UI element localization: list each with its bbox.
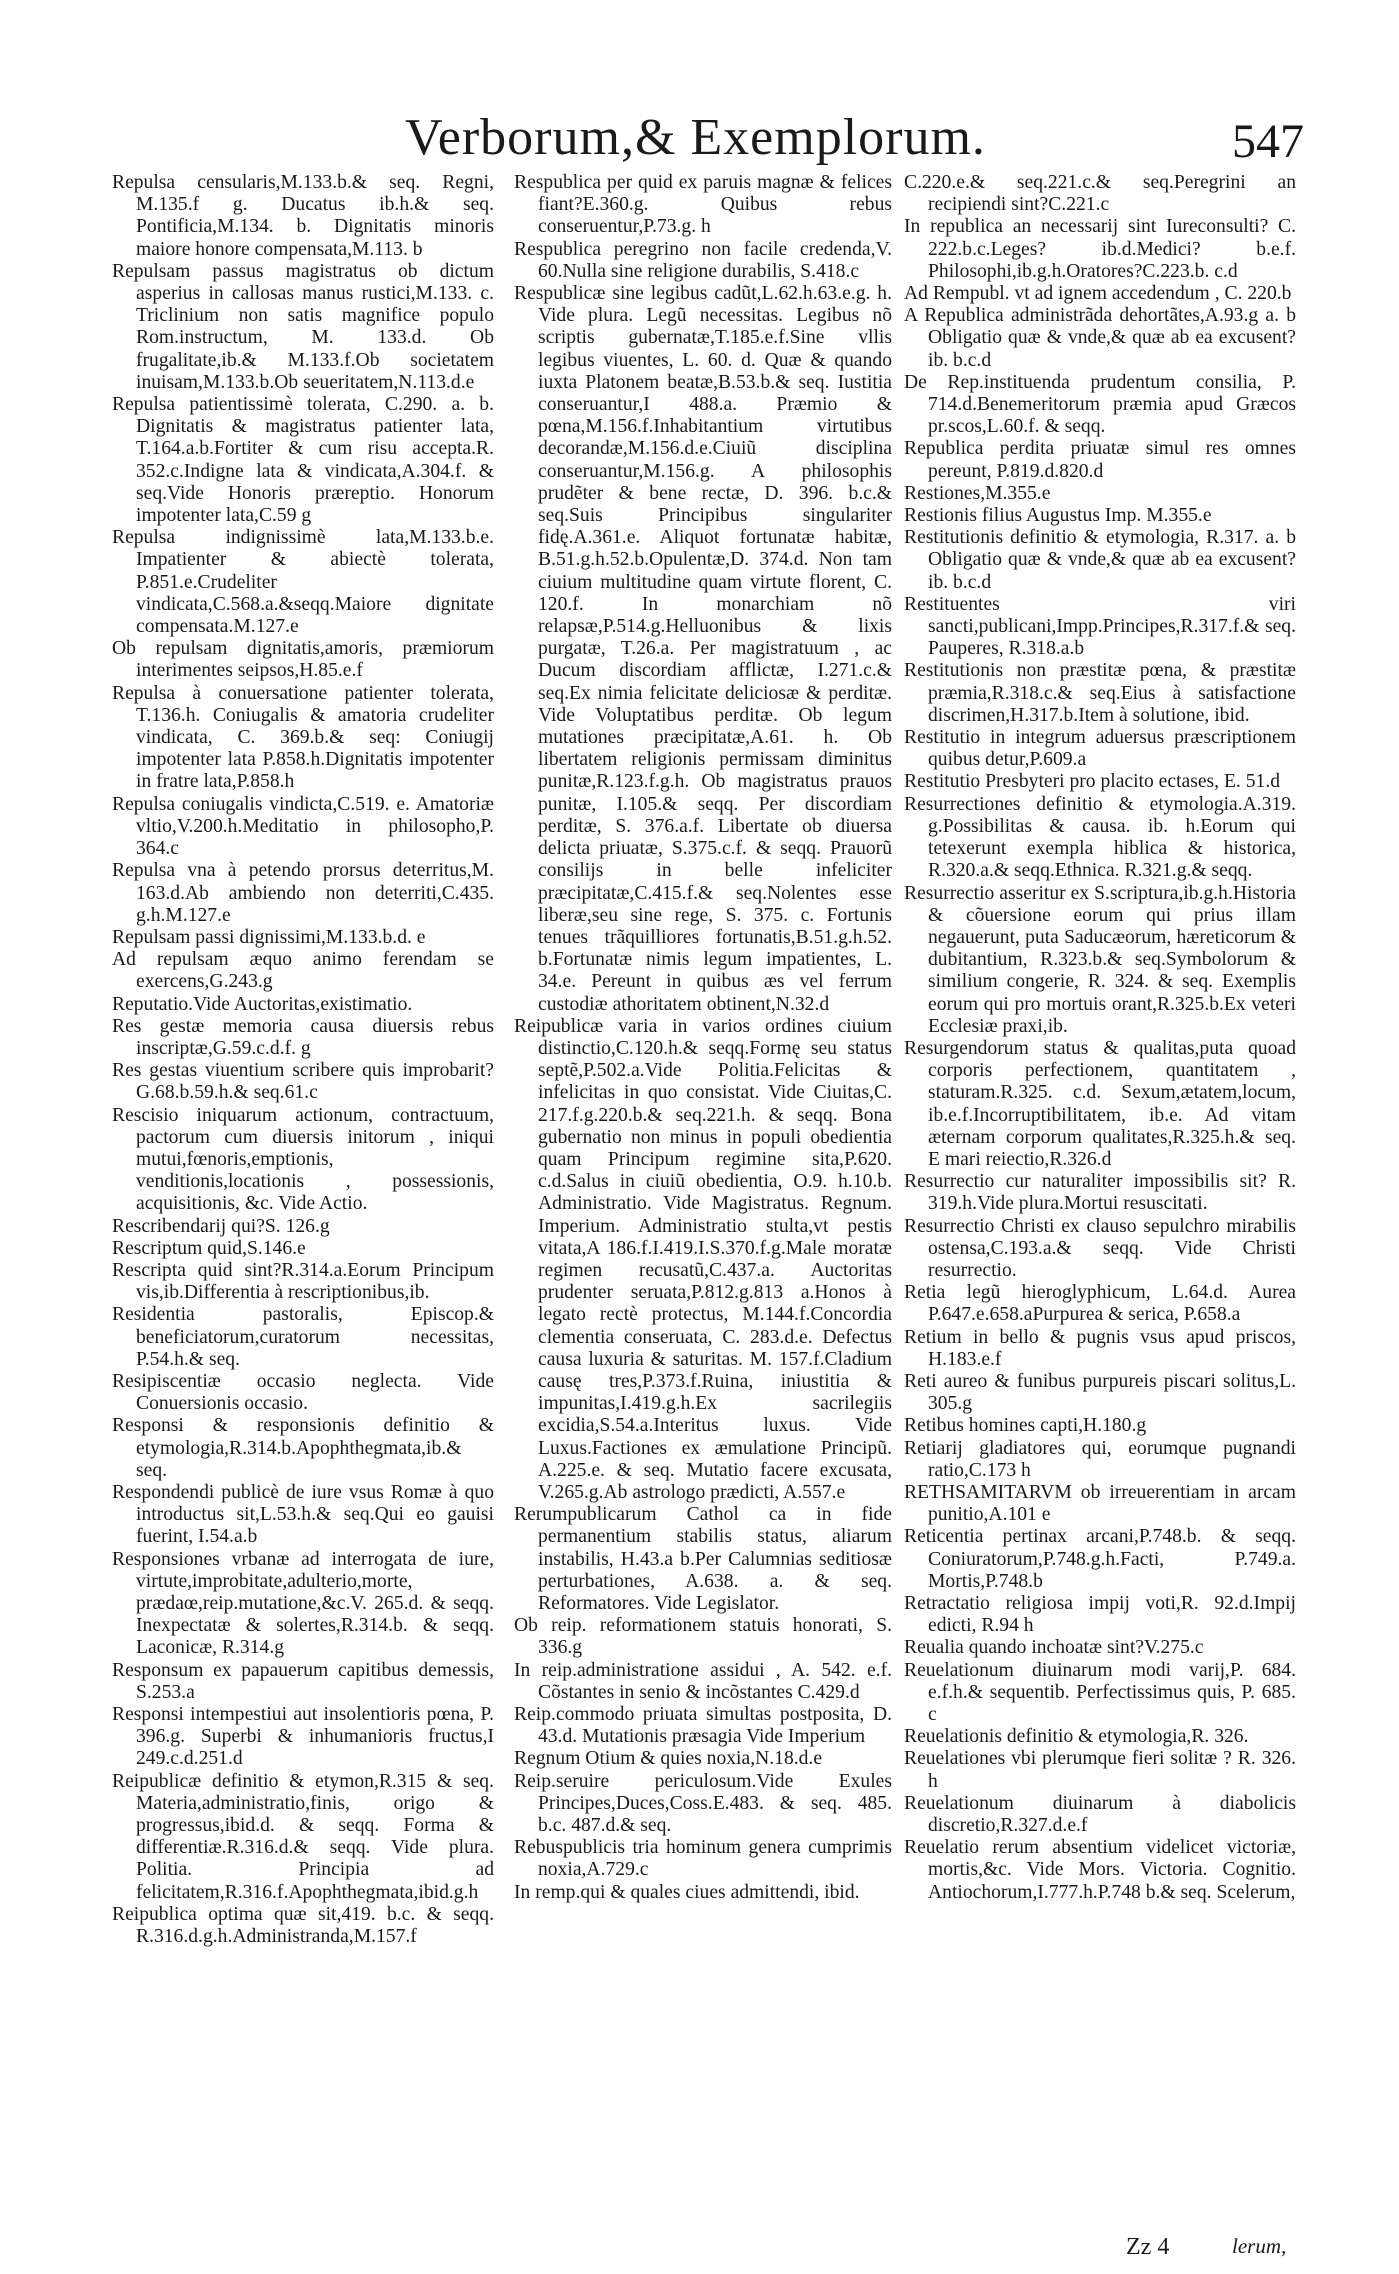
running-title: Verborum,& Exemplorum. <box>405 109 986 166</box>
index-entry: Ad Rempubl. vt ad ignem accedendum , C. 220.b <box>904 283 1292 305</box>
index-entry: Resurgendorum status & qualitas,puta quoad corporis perfectionem, quantitatem , staturam.R.325. c.d. Sexum,ætatem,locum, ib.e.f.Incorruptibilitatem, ib.e. Ad vitam æternam corporum qualitates,R.325.h.& seq. E mari reiectio,R.326.d <box>904 1037 1296 1170</box>
index-entry: Resurrectio cur naturaliter impossibilis sit? R. 319.h.Vide plura.Mortui resuscitati. <box>904 1171 1296 1215</box>
index-entry: Republica perdita priuatæ simul res omnes pereunt, P.819.d.820.d <box>904 438 1296 482</box>
index-entry: Repulsa à conuersatione patienter tolerata, T.136.h. Coniugalis & amatoria crudeliter vindicata, C. 369.b.& seq: Coniugij impotenter lata P.858.h.Dignitatis impotenter in fratre lata,P.858.h <box>112 682 494 793</box>
index-entry: Resurrectio asseritur ex S.scriptura,ib.g.h.Historia & cõuersione eorum qui prius illam negauerunt, puta Saducæorum, hæreticorum & dubitantium, R.323.b.& seq.Symbolorum & similium congerie, R. 324. & seq. Exemplis eorum qui pro mortuis orant,R.325.b.Ex veteri Ecclesiæ praxi,ib. <box>904 882 1296 1037</box>
index-entry: Reuelationis definitio & etymologia,R. 326. <box>904 1726 1249 1748</box>
index-entry: In remp.qui & quales ciues admittendi, ibid. <box>514 1881 860 1903</box>
index-entry: Respublica per quid ex paruis magnæ & felices fiant?E.360.g. Quibus rebus conseruentur,P.73.g. h <box>514 172 892 238</box>
index-entry: Reputatio.Vide Auctoritas,existimatio. <box>112 993 413 1015</box>
index-entry: C.220.e.& seq.221.c.& seq.Peregrini an recipiendi sint?C.221.c <box>904 172 1296 216</box>
index-entry: Repulsa censularis,M.133.b.& seq. Regni, M.135.f g. Ducatus ib.h.& seq. Pontificia,M.134. b. Dignitatis minoris maiore honore compensata,M.113. b <box>112 172 494 260</box>
index-entry: Reipublicæ definitio & etymon,R.315 & seq. Materia,administratio,finis, origo & progressus,ibid.d. & seqq. Forma & differentiæ.R.316.d.& seqq. Vide plura. Politia. Principia ad felicitatem,R.316.f.Apophthegmata,ibid.g.h <box>112 1770 494 1903</box>
index-entry: Restitutionis definitio & etymologia, R.317. a. b Obligatio quæ & vnde,& quæ ab ea excusent?ib. b.c.d <box>904 527 1296 593</box>
index-entry: Restionis filius Augustus Imp. M.355.e <box>904 505 1212 527</box>
index-entry: Restituentes viri sancti,publicani,Impp.Principes,R.317.f.& seq. Pauperes, R.318.a.b <box>904 593 1296 660</box>
index-entry: Responsum ex papauerum capitibus demessis, S.253.a <box>112 1659 494 1703</box>
index-entry: Retia legũ hieroglyphicum, L.64.d. Aurea P.647.e.658.aPurpurea & serica, P.658.a <box>904 1282 1296 1326</box>
index-entry: Ob repulsam dignitatis,amoris, præmiorum interimentes seipsos,H.85.e.f <box>112 638 494 682</box>
page-header <box>0 100 1399 180</box>
page-number: 547 <box>1232 115 1304 168</box>
index-entry: Ad repulsam æquo animo ferendam se exercens,G.243.g <box>112 949 494 993</box>
index-entry: Repulsam passus magistratus ob dictum asperius in callosas manus rustici,M.133. c. Triclinium non satis magnifice populo Rom.instructum, M. 133.d. Ob frugalitate,ib.& M.133.f.Ob societatem inuisam,M.133.b.Ob seueritatem,N.113.d.e <box>112 260 494 393</box>
index-entry: Restiones,M.355.e <box>904 482 1051 504</box>
index-entry: Restitutio in integrum aduersus præscriptionem quibus detur,P.609.a <box>904 727 1296 771</box>
index-entry: Reip.commodo priuata simultas postposita, D. 43.d. Mutationis præsagia Vide Imperium <box>514 1704 892 1748</box>
index-entry: Restitutionis non præstitæ pœna, & præstitæ præmia,R.318.c.& seq.Eius à satisfactione discrimen,H.317.b.Item à solutione, ibid. <box>904 660 1296 726</box>
index-entry: Resurrectio Christi ex clauso sepulchro mirabilis ostensa,C.193.a.& seqq. Vide Christi resurrectio. <box>904 1215 1296 1281</box>
index-entry: Reuelationum diuinarum à diabolicis discretio,R.327.d.e.f <box>904 1792 1296 1837</box>
index-entry: Restitutio Presbyteri pro placito ectases, E. 51.d <box>904 771 1281 793</box>
index-entry: Responsi intempestiui aut insolentioris pœna, P. 396.g. Superbi & inhumanioris fructus,I 249.c.d.251.d <box>112 1704 494 1770</box>
catchword: lerum, <box>1232 2234 1287 2258</box>
index-entry: Regnum Otium & quies noxia,N.18.d.e <box>514 1748 823 1770</box>
index-entry: Repulsa coniugalis vindicta,C.519. e. Amatoriæ vltio,V.200.h.Meditatio in philosopho,P. 364.c <box>112 793 494 860</box>
index-entry: Ob reip. reformationem statuis honorati, S. 336.g <box>514 1615 892 1659</box>
index-entry: Res gestas viuentium scribere quis improbarit?G.68.b.59.h.& seq.61.c <box>112 1060 494 1104</box>
index-entry: Rebuspublicis tria hominum genera cumprimis noxia,A.729.c <box>514 1837 892 1881</box>
index-entry: Retiarij gladiatores qui, eorumque pugnandi ratio,C.173 h <box>904 1437 1296 1481</box>
index-entry: In reip.administratione assidui , A. 542. e.f. Cõstantes in senio & incõstantes C.429.d <box>514 1659 892 1703</box>
index-entry: Reipublica optima quæ sit,419. b.c. & seqq. R.316.d.g.h.Administranda,M.157.f <box>112 1903 494 1948</box>
index-entry: Repulsa indignissimè lata,M.133.b.e. Impatienter & abiectè tolerata, P.851.e.Crudeliter vindicata,C.568.a.&seqq.Maiore dignitate compensata.M.127.e <box>112 527 494 638</box>
page-footer <box>0 2234 1399 2268</box>
index-column-left <box>112 172 494 2212</box>
index-entry: Reticentia pertinax arcani,P.748.b. & seqq. Coniuratorum,P.748.g.h.Facti, P.749.a. Mortis,P.748.b <box>904 1526 1296 1592</box>
index-entry: Retium in bello & pugnis vsus apud priscos, H.183.e.f <box>904 1326 1296 1370</box>
index-entry: Rescripta quid sint?R.314.a.Eorum Principum vis,ib.Differentia à rescriptionibus,ib. <box>112 1259 494 1304</box>
index-entry: Reuelationes vbi plerumque fieri solitæ ? R. 326. h <box>904 1748 1296 1792</box>
index-entry: Reuelationum diuinarum modi varij,P. 684. e.f.h.& sequentib. Perfectissimus quis, P. 685. c <box>904 1659 1296 1726</box>
index-entry: Res gestæ memoria causa diuersis rebus inscriptæ,G.59.c.d.f. g <box>112 1015 494 1059</box>
index-entry: Reipublicæ varia in varios ordines ciuium distinctio,C.120.h.& seqq.Formę seu status septẽ,P.502.a.Vide Politia.Felicitas & infelicitas in quo consistat. Vide Ciuitas,C. 217.f.g.220.b.& seq.221.h. & seqq. Bona gubernatio non minus in populi obedientia quam Principum regimine sita,P.620. c.d.Salus in ciuiũ obedientia, O.9. h.10.b. Administratio. Vide Magistratus. Regnum. Imperium. Administratio stulta,vt pestis vitata,A 186.f.I.419.I.S.370.f.g.Male moratæ regimen recusatũ,C.437.a. Auctoritas prudenter seruata,P.812.g.813 a.Honos à legato rectè protectus, M.144.f.Concordia clementia conseruata, C. 283.d.e. Defectus causa luxuria & saturitas. M. 157.f.Cladium causę tres,P.373.f.Ruina, iniustitia & impunitas,I.419.g.h.Ex sacrilegiis excidia,S.54.a.Interitus luxus. Vide Luxus.Factiones ex æmulatione Principũ. A.225.e. & seq. Mutatio facere excusata, V.265.g.Ab astrologo prædicti, A.557.e <box>514 1015 892 1503</box>
index-entry: Responsiones vrbanæ ad interrogata de iure, virtute,improbitate,adulterio,morte, prædaœ,reip.mutatione,&c.V. 265.d. & seqq. Inexpectatæ & solertes,R.314.b. & seqq. Laconicæ, R.314.g <box>112 1548 494 1659</box>
signature-mark <box>1126 2234 1169 2261</box>
index-entry: Resipiscentiæ occasio neglecta. Vide Conuersionis occasio. <box>112 1370 494 1415</box>
index-entry: Repulsa vna à petendo prorsus deterritus,M. 163.d.Ab ambiendo non deterriti,C.435. g.h.M.127.e <box>112 860 494 926</box>
index-entry: Retractatio religiosa impij voti,R. 92.d.Impij edicti, R.94 h <box>904 1593 1296 1637</box>
index-entry: Retibus homines capti,H.180.g <box>904 1415 1147 1437</box>
signature-letters: Zz <box>1126 2234 1152 2260</box>
index-entry: A Republica administrãda dehortãtes,A.93.g a. b Obligatio quæ & vnde,& quæ ab ea excusent?ib. b.c.d <box>904 305 1296 371</box>
index-entry: Rescriptum quid,S.146.e <box>112 1237 306 1259</box>
index-entry: Residentia pastoralis, Episcop.& beneficiatorum,curatorum necessitas, P.54.h.& seq. <box>112 1304 494 1370</box>
index-entry: Rerumpublicarum Cathol ca in fide permanentium stabilis status, aliarum instabilis, H.43.a b.Per Calumnias seditiosæ perturbationes, A.638. a. & seq. Reformatores. Vide Legislator. <box>514 1504 892 1614</box>
index-entry: De Rep.instituenda prudentum consilia, P. 714.d.Benemeritorum præmia apud Græcos pr.scos,L.60.f. & seqq. <box>904 371 1296 438</box>
index-entry: Rescribendarij qui?S. 126.g <box>112 1215 330 1237</box>
signature-number: 4 <box>1157 2234 1170 2260</box>
index-entry: Respublicæ sine legibus cadũt,L.62.h.63.e.g. h. Vide plura. Legũ necessitas. Legibus nõ scriptis gubernatæ,T.185.e.f.Sine vllis legibus viuentes, L. 60. d. Quæ & quando iuxta Platonem beatæ,B.53.b.& seq. Iustitia conseruantur,I 488.a. Præmio & pœna,M.156.f.Inhabitantium virtutibus decorandæ,M.156.d.e.Ciuiũ disciplina conseruantur,M.156.g. A philosophis prudẽter & bene rectæ, D. 396. b.c.& seq.Suis Principibus singulariter fidę.A.361.e. Aliquot fortunatæ habitæ, B.51.g.h.52.b.Opulentæ,D. 374.d. Non tam ciuium multitudine quam virtute florent, C. 120.f. In monarchiam nõ relapsæ,P.514.g.Helluonibus & lixis purgatæ, T.26.a. Per magistratuum , ac Ducum discordiam afflictæ, I.271.c.& seq.Ex nimia felicitate deliciosæ & perditæ. Vide Voluptatibus perditæ. Ob legum mutationes præcipitatæ,A.61. h. Ob libertatem religionis permissam diminitus punitæ,R.123.f.g.h. Ob magistratus prauos punitæ, I.105.& seqq. Per discordiam perditæ, S. 376.a.f. Libertate ob diuersa delicta priuatæ, S.375.c.f. & seqq. Prauorũ consilijs in belle infeliciter præcipitatæ,C.415.f.& seq.Nolentes esse liberæ,seu sine rege, S. 375. c. Fortunis tenues trãquilliores fortunatis,B.51.g.h.52. b.Fortunatæ nimis legum impatientes, L. 34.e. Pereunt in quibus æs vel ferrum custodiæ athoritatem obtinent,N.32.d <box>514 283 892 1015</box>
index-entry: In republica an necessarij sint Iureconsulti? C. 222.b.c.Leges? ib.d.Medici? b.e.f. Philosophi,ib.g.h.Oratores?C.223.b. c.d <box>904 216 1296 282</box>
index-entry: Repulsam passi dignissimi,M.133.b.d. e <box>112 926 426 948</box>
index-entry: Rescisio iniquarum actionum, contractuum, pactorum cum diuersis initorum , iniqui mutui,fœnoris,emptionis, venditionis,locationis , possessionis, acquisitionis, &c. Vide Actio. <box>112 1104 494 1215</box>
index-column-middle <box>514 172 892 2212</box>
index-entry: Reualia quando inchoatæ sint?V.275.c <box>904 1637 1204 1659</box>
index-entry: Responsi & responsionis definitio & etymologia,R.314.b.Apophthegmata,ib.& seq. <box>112 1415 494 1481</box>
index-entry: Resurrectiones definitio & etymologia.A.319. g.Possibilitas & causa. ib. h.Eorum qui tetexerunt exempla hiblica & historica, R.320.a.& seqq.Ethnica. R.321.g.& seqq. <box>904 793 1296 882</box>
index-entry: Respublica peregrino non facile credenda,V. 60.Nulla sine religione durabilis, S.418.c <box>514 238 892 282</box>
index-entry: Repulsa patientissimè tolerata, C.290. a. b. Dignitatis & magistratus patienter lata, T.164.a.b.Fortiter & cum risu accepta.R. 352.c.Indigne lata & vindicata,A.304.f. & seq.Vide Honoris præreptio. Honorum impotenter lata,C.59 g <box>112 394 494 527</box>
index-entry: Reip.seruire periculosum.Vide Exules Principes,Duces,Coss.E.483. & seq. 485. b.c. 487.d.& seq. <box>514 1770 892 1837</box>
index-entry: Reti aureo & funibus purpureis piscari solitus,L. 305.g <box>904 1370 1296 1415</box>
index-entry: Respondendi publicè de iure vsus Romæ à quo introductus sit,L.53.h.& seq.Qui eo gauisi fuerint, I.54.a.b <box>112 1481 494 1548</box>
index-entry: Reuelatio rerum absentium videlicet victoriæ, mortis,&c. Vide Mors. Victoria. Cognitio. Antiochorum,I.777.h.P.748 b.& seq. Scelerum, <box>904 1837 1296 1903</box>
index-entry: RETHSAMITARVM ob irreuerentiam in arcam punitio,A.101 e <box>904 1481 1296 1526</box>
index-column-right <box>904 172 1296 2212</box>
